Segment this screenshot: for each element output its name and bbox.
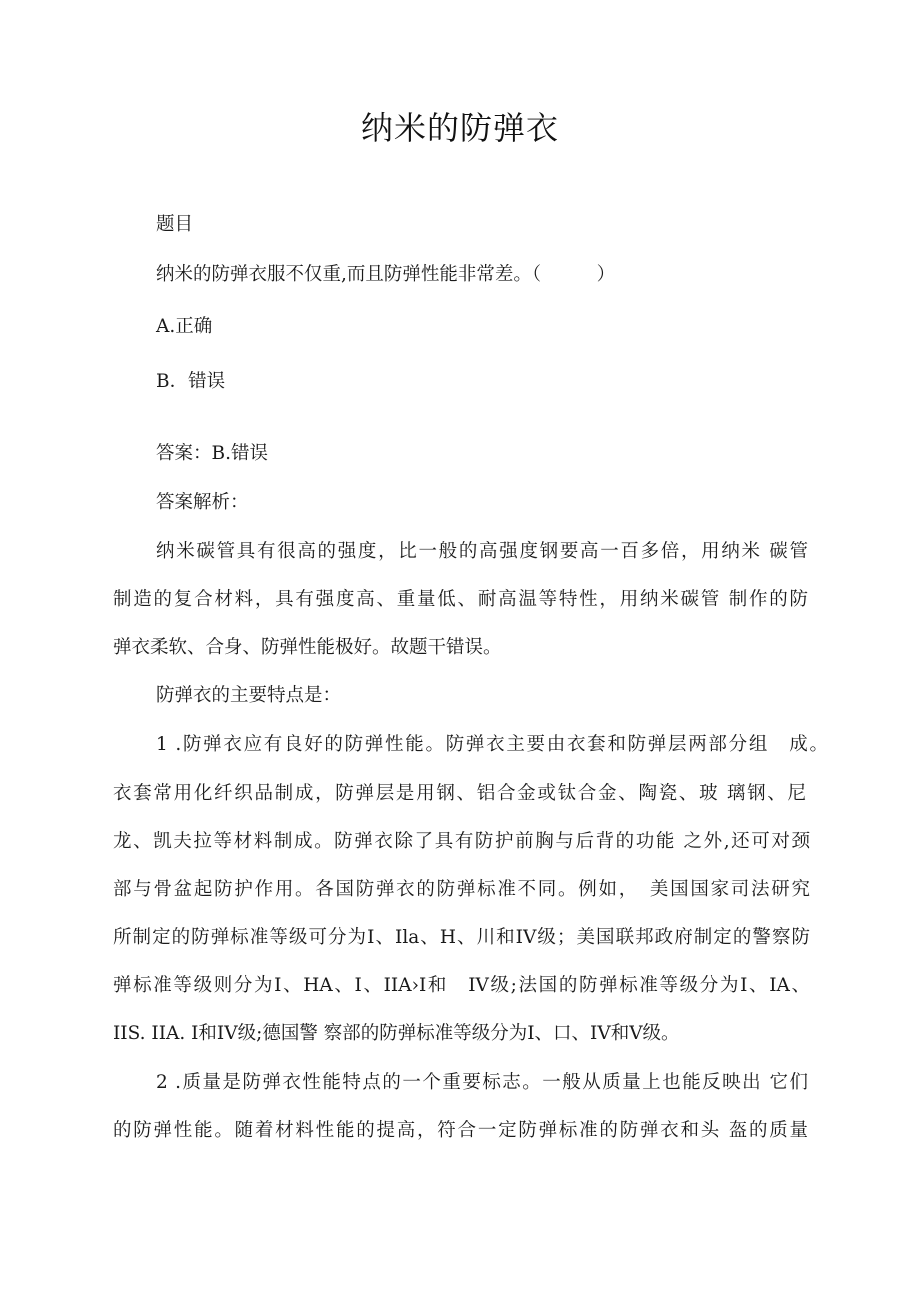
point-1-line: 1 .防弹衣应有良好的防弹性能。防弹衣主要由衣套和防弹层两部分组 成。: [156, 734, 828, 755]
point-1-line: 部与骨盆起防护作用。各国防弹衣的防弹标准不同。例如， 美国国家司法研究: [113, 879, 810, 900]
question-text: 纳米的防弹衣服不仅重,而且防弹性能非常差。（ ）: [156, 264, 616, 285]
features-heading: 防弹衣的主要特点是：: [156, 685, 342, 706]
answer-text: 答案：B.错误: [156, 443, 268, 464]
point-2-line: 2 .质量是防弹衣性能特点的一个重要标志。一般从质量上也能反映出 它们: [156, 1072, 808, 1093]
option-a: A.正确: [156, 316, 213, 337]
analysis-line: 弹衣柔软、合身、防弹性能极好。故题干错误。: [113, 637, 502, 658]
point-1-line: 弹标准等级则分为I、HA、I、IIA›I和 IV级;法国的防弹标准等级分为I、IA、: [113, 975, 810, 996]
analysis-label: 答案解析：: [156, 492, 249, 513]
point-2-line: 的防弹性能。随着材料性能的提高，符合一定防弹标准的防弹衣和头 盔的质量: [113, 1120, 808, 1141]
point-1-line: IIS. IIA. I和IV级;德国警 察部的防弹标准等级分为I、口、IV和V级。: [113, 1023, 680, 1044]
point-1-line: 龙、凯夫拉等材料制成。防弹衣除了具有防护前胸与后背的功能 之外,还可对颈: [113, 831, 810, 852]
analysis-line: 纳米碳管具有很高的强度，比一般的高强度钢要高一百多倍，用纳米 碳管: [156, 541, 808, 562]
question-label: 题目: [156, 214, 194, 235]
option-b: B．错误: [156, 371, 226, 392]
analysis-line: 制造的复合材料，具有强度高、重量低、耐高温等特性，用纳米碳管 制作的防: [113, 589, 808, 610]
document-title: 纳米的防弹衣: [360, 109, 559, 147]
point-1-line: 衣套常用化纤织品制成，防弹层是用钢、铝合金或钛合金、陶瓷、玻 璃钢、尼: [113, 783, 806, 804]
point-1-line: 所制定的防弹标准等级可分为I、Ila、H、川和IV级；美国联邦政府制定的警察防: [113, 927, 810, 948]
